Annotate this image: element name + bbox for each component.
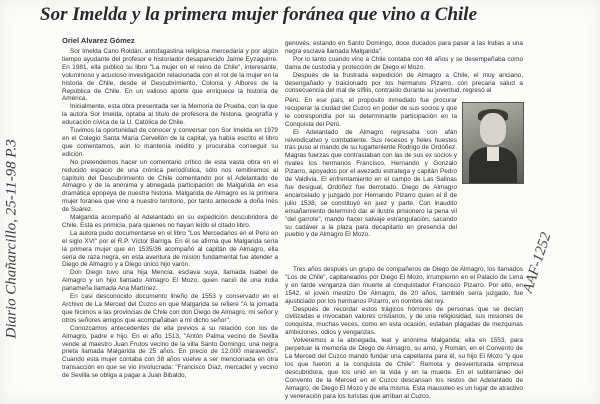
handwritten-archive-code: AAF-1252 (520, 230, 555, 295)
paragraph: Sor Imelda Cano Roldán, antofagastina religiosa mercedaria y por algún tiempo ayudante del profesor e historiador desaparecido Jaime Eyzaguirre. En 1981, ella publicó su libro "La mujer en el reino de Chile", interesante, voluminoso y acucioso investigación relacionada con el rol de la mujer en la historia de Chile, desde el Descubrimiento, Colonia y Albores de la República de Chile. En un valioso aporte que enriquece la historia de América. (62, 48, 278, 103)
paragraph: Don Diego tuvo una hija Mencía, esclava suya, llamada Isabel de Almagro y un hijo llamado Almagro El Mozo, quien nació de una india panameña llamada Ana Martínez. (62, 269, 278, 293)
paragraph: genovés, estando en Santo Domingo, doce ducados para pasar a las Indias a una negra esclava llamada Malgarida". (285, 40, 523, 55)
paragraph: Por lo tanto cuando vino a Chile contaba con 48 años y se desempeñaba como dama de custodia y protección de Diego el Mozo. (285, 55, 523, 71)
handwritten-source-note: Diario Chañarcillo, 25-11-98 P.3 (3, 139, 20, 339)
paragraph: Después de la frustrada expedición de Almagro a Chile, el muy anciano, desengañado y traicionado por los hermanos Pizarro, con precaria salud a consecuencia del mal de sífilis, contraído durante su juventud, regresó al (285, 71, 523, 95)
paragraph: En casi desconocido documento lineño de 1553 y conservado en el Archivo de La Merced del Cuzco en que Malgarida se refiere "A la jornada que hicimos a las provincias de Chile con don Diego de Almagro, mi señor y otros señores amigos que acompañaban a mi dicho señor". (62, 293, 278, 324)
article-byline: Oriel Alvarez Gómez (62, 36, 135, 45)
paragraph: Tres años después un grupo de compañeros de Diego de Almagro, los llamados "Los de Chile", capitaneados por Diego El Mozo, irrumpieron en el Palacio de Lima y en tarde venganza dan muerte al conquistador Francisco Pizarro. Por ello, en 1542, el joven mestizo De Almagro, de 20 años, también sería juzgado, fue ajusticiado por los hermanos Pizarro, en nombre del rey. (285, 266, 523, 305)
article-column-2-bottom (285, 266, 523, 402)
article-column-1 (62, 48, 278, 400)
paragraph: Conozcamos antecedentes de ella previos a su relación con los de Almagro, padre e hijo. En el año 1513, "Antón Palma vecino de Sevilla vende al maestro Juan Frutos vecino de la villa Santo Domingo, una negra prieta llamada Malgarida de 25 años. En precio de 12.000 maravedís". Cuando esta mujer contaba con 38 años vuelve a ser mencionada en otra transacción en que se vio involucrada: "Francisco Díaz, mercader y vecino de Sevilla se obliga a pagar a Juan Bibaldo, (62, 324, 278, 380)
paragraph: Perú. En ese país, el propósito inmediato fue procurar recuperar la ciudad del Cuzco en poder de sus socios y que le correspondía por su determinante participación en la Conquista del Perú. (285, 97, 457, 128)
paragraph: Tuvimos la oportunidad de conocer y conversar con Sor Imelda en 1979 en el Colegio Santa María Cervellón de la capital, ya había escrito el libro que comentamos, aún lo mantenía inédito y procuraba conseguir su edición. (62, 127, 278, 158)
article-headline: Sor Imelda y la primera mujer foránea que vino a Chile (40, 4, 478, 25)
paragraph: El Adelantado de Almagro regresaba con afán reivindicativo y combatiente. Sus recesos y fieles huestes tras puso al mando de su lugarteniente Rodrigo de Ordóñez. Magras fuerzas que contrastaban con las de sus ex socios y rivales los hermanos Francisco, Hernando y Gonzalo Pizarro, apoyados por el avezado estratega y capitán Pedro de Valdivia. El enfrentamiento en el campo de Las Salinas fue desigual, Ordóñez fue derrotado. Diego de Almagro encarcelado y juzgado por Hernando Pizarro quien el 8 de julio 1538, se constituyó en juez y parte. Con inaudito ensañamiento determinó dar al ilustre prisionero la pena vil "del garrote", mando hacer salvaje estrangulación, sacando su cadáver a la plaza para decapitarlo en presencia del pueblo y de Almagro El Mozo. (285, 128, 457, 239)
paragraph: Después de recordar estos trágicos hórrores de personas que se decían civilizadas e invocaban valores cristianos, y de una religiosidad, sus misiones de conquista, muchas veces, como en esta ocasión, estaban plagadas de mezquinas ambiciones, odios y venganzas. (285, 305, 523, 337)
author-portrait-photo (462, 102, 524, 184)
paragraph: La autora pudo documentarse en el libro "Los Mercedarios en el Perú en el siglo XVI" por el R.P. Víctor Barriga. En él se afirma que Malgarida sería la primera mujer que en 1535/36 acompañó al capitán de Almagro, ella sería de raza negra, en esta aventura de misión fundamental fue atender a Diego de Almagro y a Diego único hijo varón. (62, 229, 278, 269)
paragraph: Inicialmente, esta obra presentada ser la Memoria de Prueba, con la que la autora Sor Imelda, optaba al título de profesora de historia, geografía y educación cívica de la U. Católica de Chile. (62, 103, 278, 127)
paragraph: Volveremos a la abnegada, leal y anónima Malgarida; ella en 1553, para perpetuar la memoria de Diego de Almagro, su amo, y Román, en el Convento de La Merced del Cuzco mandó fundar una capellanía para él, su hijo El Mozo "y que los que fueron a la conquista de Chile". Remota y desventurada empresa descubridora, que los unió en la vida y en la muerte. En el subterráneo del Convento de la Merced en el Cuzco descansan los restos del Adelantado de Almagro, de Diego El Mozo y de ella misma. Esta mausoleo es un lugar de atractivo y veneración para los turistas que arriban al Cuzco. (285, 337, 523, 400)
paragraph: Malgarida acompañó al Adelantado en su expedición descubridora de Chile. Esta es primicia, para quienes no hayan leído el citado libro. (62, 214, 278, 229)
article-column-2-top (285, 40, 523, 96)
paragraph: No pretendemos hacer un comentario crítico de esta vasta obra en el reducido espacio de una crónica periodística, sólo nos remitiremos al capítulo del Descubrimiento de Chile comentando por el Adelantado de Almagro y de la anónima y abnegada participación de Malgarida en esa dramática epopeya de nuestra historia. Malgarida de Almagro es la primera mujer foránea que vino a nuestro territorio, por tanto antecede a doña Inés de Suárez. (62, 158, 278, 214)
article-column-2-middle (285, 97, 457, 265)
